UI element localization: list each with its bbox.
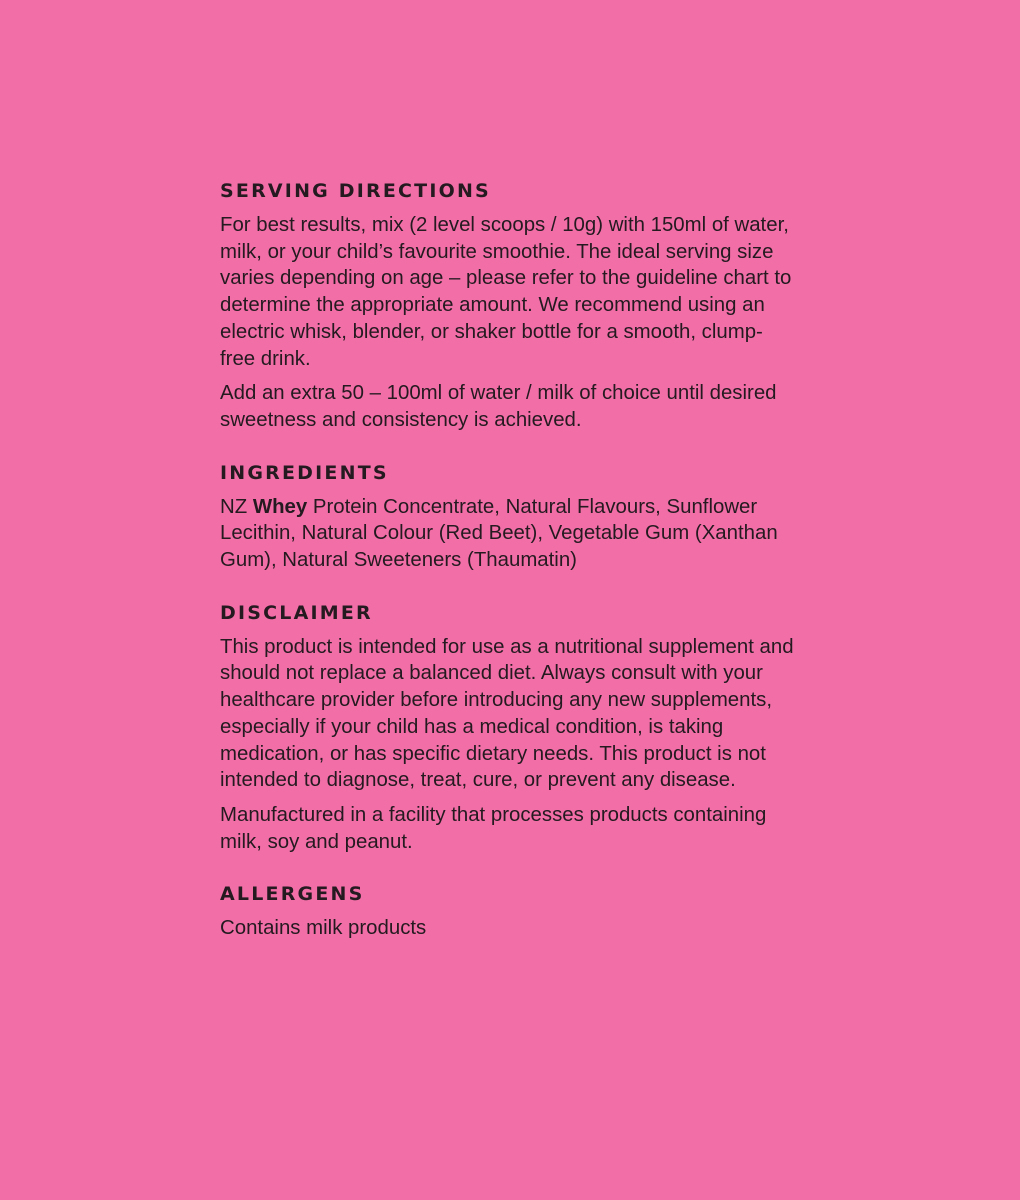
label-text-panel (220, 178, 795, 968)
ingredients-rest: Protein Concentrate, Natural Flavours, Sunflower Lecithin, Natural Colour (Red Beet), Vegetable Gum (Xanthan Gum), Natural Sweeteners (Thaumatin) (220, 495, 778, 572)
ingredients-bold-word: Whey (252, 495, 308, 518)
serving-directions-section (220, 178, 795, 434)
allergens-section (220, 881, 795, 942)
allergens-heading: ALLERGENS (220, 883, 365, 906)
serving-directions-paragraph: Add an extra 50 – 100ml of water / milk of choice until desired sweetness and consistency is achieved. (220, 382, 777, 431)
ingredients-section (220, 460, 795, 574)
disclaimer-section (220, 600, 795, 856)
serving-directions-heading: SERVING DIRECTIONS (220, 180, 491, 202)
allergens-text: Contains milk products (220, 917, 427, 940)
serving-directions-paragraph: For best results, mix (2 level scoops / 10g) with 150ml of water, milk, or your child’s favourite smoothie. The ideal serving size varies depending on age – please refer to the guideline chart to determine the appropriate amount. We recommend using an electric whisk, blender, or shaker bottle for a smooth, clump-free drink. (220, 214, 792, 370)
disclaimer-heading: DISCLAIMER (220, 601, 373, 624)
ingredients-list (220, 494, 795, 574)
disclaimer-paragraph: Manufactured in a facility that processes products containing milk, soy and peanut. (220, 803, 767, 853)
ingredients-prefix: NZ (220, 495, 253, 518)
disclaimer-paragraph: This product is intended for use as a nutritional supplement and should not replace a balanced diet. Always consult with your healthcare provider before introducing any new supplements, especially if your child has a medical condition, is taking medication, or has specific dietary needs. This product is not intended to diagnose, treat, cure, or prevent any disease. (220, 635, 794, 792)
ingredients-heading: INGREDIENTS (220, 461, 389, 484)
